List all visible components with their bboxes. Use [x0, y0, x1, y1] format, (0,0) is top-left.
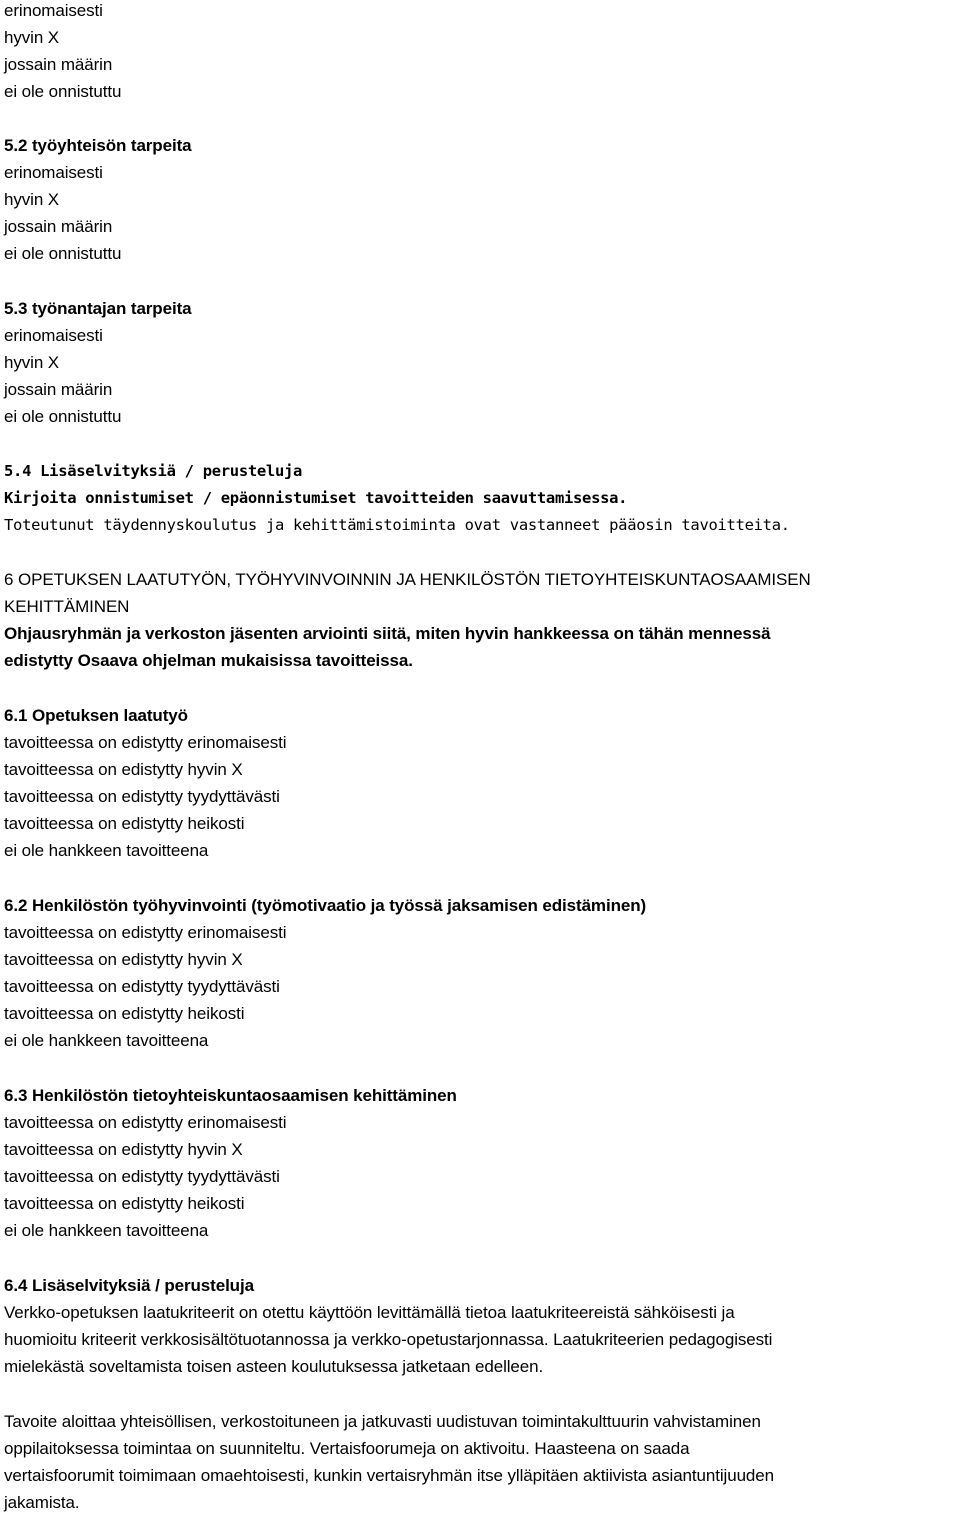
option-excellent: erinomaisesti [4, 163, 103, 182]
rating-good: tavoitteessa on edistytty hyvin X [4, 760, 243, 779]
rating-satisfactory: tavoitteessa on edistytty tyydyttävästi [4, 1167, 280, 1186]
section-6-1-title: 6.1 Opetuksen laatutyö [4, 706, 188, 725]
paragraph-line: Tavoite aloittaa yhteisöllisen, verkostoituneen ja jatkuvasti uudistuvan toimintakulttuurin vahvistaminen [4, 1412, 761, 1431]
rating-excellent: tavoitteessa on edistytty erinomaisesti [4, 1113, 287, 1132]
option-not-succeeded: ei ole onnistuttu [4, 244, 122, 263]
option-good: hyvin X [4, 190, 60, 209]
option-good: hyvin X [4, 28, 60, 47]
section-5-4-answer: Toteutunut täydennyskoulutus ja kehittämistoiminta ovat vastanneet pääosin tavoitteita. [4, 516, 790, 534]
paragraph-line: mielekästä soveltamista toisen asteen koulutuksessa jatketaan edelleen. [4, 1357, 544, 1376]
rating-satisfactory: tavoitteessa on edistytty tyydyttävästi [4, 787, 280, 806]
rating-excellent: tavoitteessa on edistytty erinomaisesti [4, 923, 287, 942]
rating-weak: tavoitteessa on edistytty heikosti [4, 814, 245, 833]
paragraph-line: jakamista. [4, 1493, 80, 1512]
option-good: hyvin X [4, 353, 60, 372]
option-excellent: erinomaisesti [4, 326, 103, 345]
rating-excellent: tavoitteessa on edistytty erinomaisesti [4, 733, 287, 752]
section-5-4-title: 5.4 Lisäselvityksiä / perusteluja [4, 462, 303, 480]
rating-satisfactory: tavoitteessa on edistytty tyydyttävästi [4, 977, 280, 996]
option-somewhat: jossain määrin [4, 380, 113, 399]
section-5-3-title: 5.3 työnantajan tarpeita [4, 299, 192, 318]
section-6-heading: 6 OPETUKSEN LAATUTYÖN, TYÖHYVINVOINNIN JA HENKILÖSTÖN TIETOYHTEISKUNTAOSAAMISEN [4, 570, 811, 589]
paragraph-line: Verkko-opetuksen laatukriteerit on otettu käyttöön levittämällä tietoa laatukriteereistä sähköisesti ja [4, 1303, 735, 1322]
rating-weak: tavoitteessa on edistytty heikosti [4, 1194, 245, 1213]
rating-good: tavoitteessa on edistytty hyvin X [4, 1140, 243, 1159]
rating-not-goal: ei ole hankkeen tavoitteena [4, 1031, 209, 1050]
rating-weak: tavoitteessa on edistytty heikosti [4, 1004, 245, 1023]
option-somewhat: jossain määrin [4, 217, 113, 236]
section-5-2-title: 5.2 työyhteisön tarpeita [4, 136, 192, 155]
section-6-intro-cont: edistytty Osaava ohjelman mukaisissa tavoitteissa. [4, 651, 413, 670]
paragraph-line: vertaisfoorumit toimimaan omaehtoisesti, kunkin vertaisryhmän itse ylläpitäen aktiivista asiantuntijuuden [4, 1466, 774, 1485]
section-6-2-title: 6.2 Henkilöstön työhyvinvointi (työmotivaatio ja työssä jaksamisen edistäminen) [4, 896, 647, 915]
rating-good: tavoitteessa on edistytty hyvin X [4, 950, 243, 969]
option-excellent: erinomaisesti [4, 1, 103, 20]
section-6-3-title: 6.3 Henkilöstön tietoyhteiskuntaosaamisen kehittäminen [4, 1086, 457, 1105]
section-5-4-prompt: Kirjoita onnistumiset / epäonnistumiset tavoitteiden saavuttamisessa. [4, 489, 628, 507]
option-not-succeeded: ei ole onnistuttu [4, 407, 122, 426]
rating-not-goal: ei ole hankkeen tavoitteena [4, 841, 209, 860]
section-6-heading-cont: KEHITTÄMINEN [4, 597, 130, 616]
section-6-4-title: 6.4 Lisäselvityksiä / perusteluja [4, 1276, 254, 1295]
section-6-intro: Ohjausryhmän ja verkoston jäsenten arviointi siitä, miten hyvin hankkeessa on tähän mennessä [4, 624, 771, 643]
option-somewhat: jossain määrin [4, 55, 113, 74]
paragraph-line: oppilaitoksessa toimintaa on suunniteltu. Vertaisfoorumeja on aktivoitu. Haasteena on saada [4, 1439, 690, 1458]
paragraph-line: huomioitu kriteerit verkkosisältötuotannossa ja verkko-opetustarjonnassa. Laatukriteerien pedagogisesti [4, 1330, 773, 1349]
rating-not-goal: ei ole hankkeen tavoitteena [4, 1221, 209, 1240]
option-not-succeeded: ei ole onnistuttu [4, 82, 122, 101]
